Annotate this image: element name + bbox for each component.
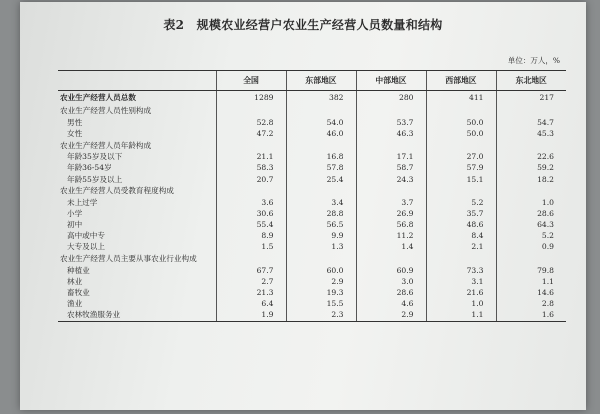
- cell-value: 57.9: [426, 163, 496, 174]
- row-label: 女性: [67, 128, 83, 138]
- cell-value: 11.2: [356, 231, 426, 242]
- cell-value: [426, 105, 496, 117]
- cell-value: 4.6: [356, 298, 426, 309]
- cell-value: 28.6: [496, 208, 566, 219]
- row-label: 年龄36-54岁: [67, 163, 112, 173]
- cell-value: 24.3: [356, 174, 426, 185]
- table-row: [58, 91, 566, 106]
- cell-value: 1.4: [356, 242, 426, 253]
- cell-value: 46.0: [286, 128, 356, 139]
- row-label: 年龄35岁及以下: [67, 152, 123, 162]
- cell-value: 411: [426, 91, 496, 106]
- cell-value: [426, 139, 496, 151]
- cell-value: 26.9: [356, 208, 426, 219]
- cell-value: 57.8: [286, 163, 356, 174]
- row-label: 农业生产经营人员性别构成: [60, 106, 152, 116]
- unit-note: 单位：万人，%: [507, 56, 560, 65]
- row-label: 大专及以上: [67, 242, 105, 252]
- cell-value: 50.0: [426, 117, 496, 128]
- cell-value: [426, 185, 496, 197]
- table-row: [58, 128, 566, 139]
- data-table: [58, 70, 566, 322]
- cell-value: 1.0: [426, 298, 496, 309]
- table-row: [58, 276, 566, 287]
- cell-value: 2.7: [216, 276, 286, 287]
- cell-value: 50.0: [426, 128, 496, 139]
- cell-value: 2.9: [356, 310, 426, 322]
- header-row: [58, 71, 566, 91]
- column-header-central: 中部地区: [356, 71, 426, 91]
- table-row: [58, 265, 566, 276]
- table-row: [58, 208, 566, 219]
- cell-value: 217: [496, 91, 566, 106]
- cell-value: 55.4: [216, 219, 286, 230]
- row-label: 农业生产经营人员年龄构成: [60, 140, 152, 150]
- column-header-label: [58, 71, 216, 91]
- cell-value: 14.6: [496, 287, 566, 298]
- cell-value: [216, 139, 286, 151]
- table-row: [58, 231, 566, 242]
- cell-value: 27.0: [426, 151, 496, 162]
- cell-value: 58.7: [356, 163, 426, 174]
- table-body: [58, 91, 566, 322]
- cell-value: 19.3: [286, 287, 356, 298]
- cell-value: 48.6: [426, 219, 496, 230]
- cell-value: 28.6: [356, 287, 426, 298]
- cell-value: 2.9: [286, 276, 356, 287]
- cell-value: [216, 105, 286, 117]
- cell-value: 280: [356, 91, 426, 106]
- cell-value: 1.6: [496, 310, 566, 322]
- cell-value: 5.2: [426, 197, 496, 208]
- column-header-west: 西部地区: [426, 71, 496, 91]
- row-label: 畜牧业: [67, 288, 90, 298]
- cell-value: 15.1: [426, 174, 496, 185]
- cell-value: 56.8: [356, 219, 426, 230]
- cell-value: 3.4: [286, 197, 356, 208]
- cell-value: 73.3: [426, 265, 496, 276]
- cell-value: 0.9: [496, 242, 566, 253]
- table-row: [58, 298, 566, 309]
- table-row: [58, 174, 566, 185]
- cell-value: 5.2: [496, 231, 566, 242]
- cell-value: 1.1: [496, 276, 566, 287]
- cell-value: 3.6: [216, 197, 286, 208]
- column-header-east: 东部地区: [286, 71, 356, 91]
- cell-value: 3.7: [356, 197, 426, 208]
- cell-value: 58.3: [216, 163, 286, 174]
- cell-value: [356, 139, 426, 151]
- table-row: [58, 197, 566, 208]
- cell-value: 1289: [216, 91, 286, 106]
- cell-value: [496, 139, 566, 151]
- row-label: 初中: [67, 220, 83, 230]
- cell-value: 6.4: [216, 298, 286, 309]
- cell-value: [286, 105, 356, 117]
- cell-value: 15.5: [286, 298, 356, 309]
- cell-value: 1.0: [496, 197, 566, 208]
- cell-value: 3.1: [426, 276, 496, 287]
- cell-value: 20.7: [216, 174, 286, 185]
- table-row: [58, 242, 566, 253]
- cell-value: 8.9: [216, 231, 286, 242]
- table-row: [58, 151, 566, 162]
- row-label: 农业生产经营人员总数: [60, 93, 136, 103]
- table-row: [58, 219, 566, 230]
- cell-value: 3.0: [356, 276, 426, 287]
- row-label: 男性: [67, 117, 83, 127]
- cell-value: 1.5: [216, 242, 286, 253]
- cell-value: 30.6: [216, 208, 286, 219]
- table-row: [58, 310, 566, 322]
- cell-value: 22.6: [496, 151, 566, 162]
- cell-value: 52.8: [216, 117, 286, 128]
- table-row: [58, 163, 566, 174]
- cell-value: [286, 139, 356, 151]
- cell-value: 25.4: [286, 174, 356, 185]
- cell-value: 64.3: [496, 219, 566, 230]
- row-label: 未上过学: [67, 197, 98, 207]
- cell-value: 2.8: [496, 298, 566, 309]
- cell-value: 9.9: [286, 231, 356, 242]
- cell-value: 45.3: [496, 128, 566, 139]
- row-label: 高中或中专: [67, 231, 105, 241]
- cell-value: [496, 253, 566, 265]
- cell-value: 56.5: [286, 219, 356, 230]
- cell-value: 16.8: [286, 151, 356, 162]
- cell-value: 79.8: [496, 265, 566, 276]
- cell-value: [286, 253, 356, 265]
- cell-value: [216, 253, 286, 265]
- cell-value: 60.0: [286, 265, 356, 276]
- cell-value: 46.3: [356, 128, 426, 139]
- cell-value: 59.2: [496, 163, 566, 174]
- section-header-row: [58, 139, 566, 151]
- column-header-national: 全国: [216, 71, 286, 91]
- cell-value: 1.9: [216, 310, 286, 322]
- cell-value: 47.2: [216, 128, 286, 139]
- cell-value: [426, 253, 496, 265]
- cell-value: 21.6: [426, 287, 496, 298]
- cell-value: [356, 185, 426, 197]
- cell-value: [356, 253, 426, 265]
- row-label: 农业生产经营人员主要从事农业行业构成: [60, 254, 197, 264]
- cell-value: 53.7: [356, 117, 426, 128]
- cell-value: 1.1: [426, 310, 496, 322]
- cell-value: 35.7: [426, 208, 496, 219]
- cell-value: [286, 185, 356, 197]
- table-row: [58, 287, 566, 298]
- cell-value: [496, 105, 566, 117]
- cell-value: 67.7: [216, 265, 286, 276]
- cell-value: [496, 185, 566, 197]
- cell-value: 60.9: [356, 265, 426, 276]
- section-header-row: [58, 105, 566, 117]
- section-header-row: [58, 253, 566, 265]
- cell-value: 382: [286, 91, 356, 106]
- cell-value: 17.1: [356, 151, 426, 162]
- column-header-northeast: 东北地区: [496, 71, 566, 91]
- table-header: [58, 71, 566, 91]
- cell-value: 18.2: [496, 174, 566, 185]
- row-label: 年龄55岁及以上: [67, 174, 123, 184]
- cell-value: 2.1: [426, 242, 496, 253]
- row-label: 林业: [67, 276, 83, 286]
- cell-value: 8.4: [426, 231, 496, 242]
- row-label: 种植业: [67, 265, 90, 275]
- cell-value: [216, 185, 286, 197]
- cell-value: 28.8: [286, 208, 356, 219]
- cell-value: 1.3: [286, 242, 356, 253]
- section-header-row: [58, 185, 566, 197]
- row-label: 农林牧渔服务业: [58, 310, 216, 322]
- row-label: 渔业: [67, 299, 83, 309]
- cell-value: 54.7: [496, 117, 566, 128]
- row-label: 农业生产经营人员受教育程度构成: [60, 186, 174, 196]
- cell-value: 21.1: [216, 151, 286, 162]
- table-row: [58, 117, 566, 128]
- table-title: 表2 规模农业经营户农业生产经营人员数量和结构: [163, 18, 443, 32]
- cell-value: [356, 105, 426, 117]
- cell-value: 54.0: [286, 117, 356, 128]
- cell-value: 21.3: [216, 287, 286, 298]
- row-label: 小学: [67, 208, 83, 218]
- cell-value: 2.3: [286, 310, 356, 322]
- document-page: [20, 2, 586, 410]
